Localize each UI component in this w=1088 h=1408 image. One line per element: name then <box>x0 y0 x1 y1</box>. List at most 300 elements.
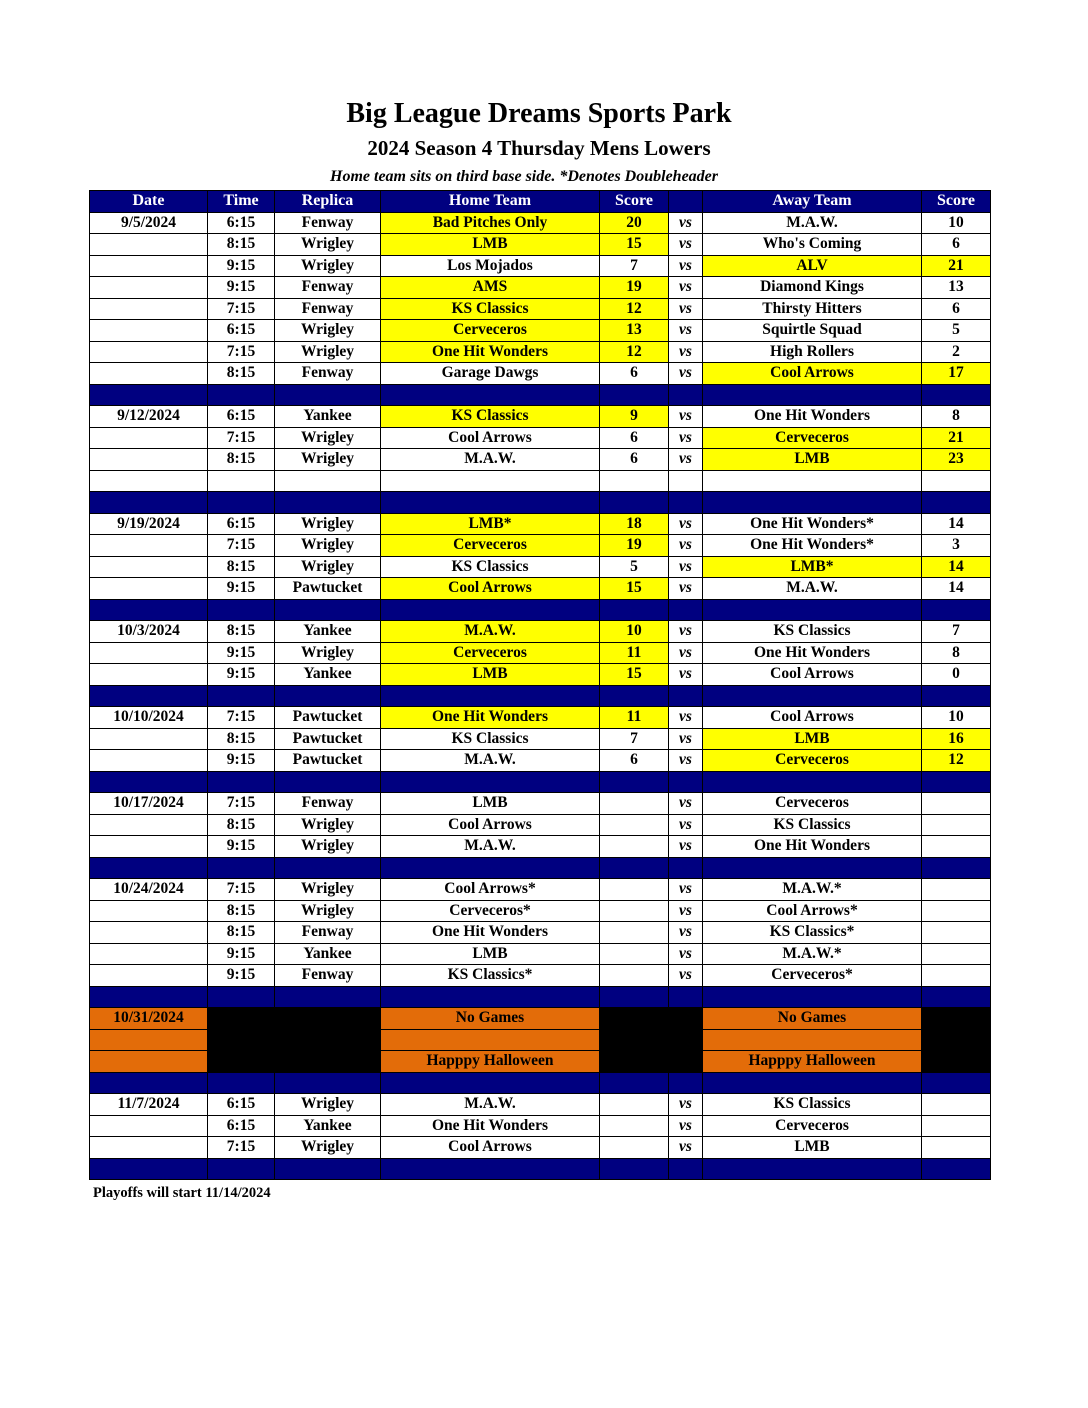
time-cell: 6:15 <box>208 212 275 234</box>
date-cell <box>90 234 208 256</box>
date-cell: 9/5/2024 <box>90 212 208 234</box>
time-cell: 7:15 <box>208 793 275 815</box>
vs-cell: vs <box>669 1094 703 1116</box>
replica-cell: Fenway <box>275 298 381 320</box>
vs-cell: vs <box>669 556 703 578</box>
replica-cell: Pawtucket <box>275 750 381 772</box>
away-score-cell <box>922 836 991 858</box>
separator-cell <box>669 492 703 514</box>
date-cell <box>90 728 208 750</box>
blackout-cell <box>600 1029 669 1051</box>
separator-cell <box>669 1158 703 1180</box>
date-cell: 10/31/2024 <box>90 1008 208 1030</box>
game-row <box>90 556 991 578</box>
separator-cell <box>669 771 703 793</box>
home-score-cell <box>600 943 669 965</box>
separator-cell <box>600 1158 669 1180</box>
date-cell: 9/12/2024 <box>90 406 208 428</box>
away-score-cell: 6 <box>922 234 991 256</box>
home-team-cell: KS Classics <box>381 406 600 428</box>
game-row <box>90 406 991 428</box>
time-cell: 9:15 <box>208 836 275 858</box>
time-cell: 8:15 <box>208 556 275 578</box>
away-team-cell: Who's Coming <box>703 234 922 256</box>
away-score-cell <box>922 965 991 987</box>
separator-cell <box>275 986 381 1008</box>
home-score-cell <box>600 793 669 815</box>
separator-cell <box>208 384 275 406</box>
away-team-cell: One Hit Wonders <box>703 642 922 664</box>
game-row <box>90 707 991 729</box>
time-cell: 9:15 <box>208 642 275 664</box>
away-team-cell: M.A.W.* <box>703 879 922 901</box>
replica-cell: Fenway <box>275 212 381 234</box>
separator-cell <box>600 857 669 879</box>
page-title: Big League Dreams Sports Park <box>346 98 732 129</box>
away-score-cell: 5 <box>922 320 991 342</box>
vs-cell: vs <box>669 363 703 385</box>
home-team-cell: KS Classics <box>381 556 600 578</box>
date-cell <box>90 556 208 578</box>
separator-row <box>90 492 991 514</box>
away-team-cell: Cerveceros <box>703 793 922 815</box>
vs-cell: vs <box>669 427 703 449</box>
away-team-cell: KS Classics <box>703 814 922 836</box>
game-row <box>90 814 991 836</box>
col-header-home-score: Score <box>600 191 669 213</box>
separator-cell <box>275 857 381 879</box>
separator-cell <box>275 1158 381 1180</box>
separator-cell <box>600 771 669 793</box>
blackout-cell <box>600 1051 669 1073</box>
away-team-cell: One Hit Wonders* <box>703 535 922 557</box>
home-score-cell <box>600 900 669 922</box>
date-cell <box>90 943 208 965</box>
away-team-cell: Squirtle Squad <box>703 320 922 342</box>
home-score-cell: 11 <box>600 642 669 664</box>
away-team-cell: Cerveceros <box>703 750 922 772</box>
schedule-table <box>89 190 991 1180</box>
separator-row <box>90 1158 991 1180</box>
game-row <box>90 1115 991 1137</box>
blank-cell <box>381 470 600 492</box>
home-score-cell: 9 <box>600 406 669 428</box>
away-team-cell: Cool Arrows <box>703 707 922 729</box>
away-score-cell <box>922 922 991 944</box>
time-cell: 9:15 <box>208 255 275 277</box>
blackout-cell <box>208 1051 275 1073</box>
replica-cell: Yankee <box>275 406 381 428</box>
away-score-cell: 2 <box>922 341 991 363</box>
away-score-cell <box>922 1094 991 1116</box>
separator-cell <box>669 685 703 707</box>
halloween-away-cell <box>703 1029 922 1051</box>
replica-cell: Wrigley <box>275 513 381 535</box>
game-row <box>90 363 991 385</box>
separator-cell <box>703 771 922 793</box>
game-row <box>90 255 991 277</box>
time-cell: 7:15 <box>208 879 275 901</box>
game-row <box>90 277 991 299</box>
replica-cell: Wrigley <box>275 234 381 256</box>
away-score-cell <box>922 1115 991 1137</box>
away-score-cell <box>922 879 991 901</box>
vs-cell: vs <box>669 836 703 858</box>
date-cell: 10/3/2024 <box>90 621 208 643</box>
separator-cell <box>275 771 381 793</box>
home-team-cell: M.A.W. <box>381 750 600 772</box>
home-score-cell: 12 <box>600 298 669 320</box>
game-row <box>90 965 991 987</box>
away-score-cell: 23 <box>922 449 991 471</box>
vs-cell: vs <box>669 513 703 535</box>
separator-cell <box>703 1158 922 1180</box>
away-team-cell: KS Classics* <box>703 922 922 944</box>
time-cell: 9:15 <box>208 750 275 772</box>
away-score-cell: 8 <box>922 406 991 428</box>
home-score-cell: 11 <box>600 707 669 729</box>
halloween-away-cell: No Games <box>703 1008 922 1030</box>
vs-cell: vs <box>669 621 703 643</box>
away-team-cell: LMB <box>703 728 922 750</box>
separator-cell <box>922 1072 991 1094</box>
away-team-cell: One Hit Wonders <box>703 406 922 428</box>
vs-cell: vs <box>669 449 703 471</box>
time-cell: 6:15 <box>208 406 275 428</box>
separator-cell <box>90 986 208 1008</box>
blackout-cell <box>275 1008 381 1030</box>
separator-row <box>90 771 991 793</box>
blank-cell <box>703 470 922 492</box>
replica-cell: Yankee <box>275 943 381 965</box>
separator-cell <box>922 771 991 793</box>
date-cell <box>90 363 208 385</box>
home-team-cell: KS Classics* <box>381 965 600 987</box>
separator-cell <box>381 857 600 879</box>
replica-cell: Pawtucket <box>275 707 381 729</box>
game-row <box>90 1137 991 1159</box>
replica-cell: Wrigley <box>275 320 381 342</box>
halloween-row <box>90 1029 991 1051</box>
home-team-cell: Cool Arrows* <box>381 879 600 901</box>
replica-cell: Wrigley <box>275 341 381 363</box>
col-header-away-team: Away Team <box>703 191 922 213</box>
time-cell: 8:15 <box>208 621 275 643</box>
time-cell: 7:15 <box>208 1137 275 1159</box>
blank-cell <box>275 470 381 492</box>
away-score-cell: 21 <box>922 255 991 277</box>
time-cell: 7:15 <box>208 535 275 557</box>
separator-cell <box>703 492 922 514</box>
time-cell: 6:15 <box>208 513 275 535</box>
game-row <box>90 879 991 901</box>
separator-cell <box>208 771 275 793</box>
replica-cell: Wrigley <box>275 879 381 901</box>
separator-row <box>90 599 991 621</box>
separator-cell <box>90 599 208 621</box>
home-team-cell: LMB <box>381 664 600 686</box>
home-score-cell: 19 <box>600 535 669 557</box>
separator-cell <box>669 1072 703 1094</box>
game-row <box>90 449 991 471</box>
home-team-cell: One Hit Wonders <box>381 1115 600 1137</box>
vs-cell: vs <box>669 1115 703 1137</box>
game-row <box>90 234 991 256</box>
time-cell: 8:15 <box>208 234 275 256</box>
away-score-cell <box>922 943 991 965</box>
halloween-row <box>90 1051 991 1073</box>
vs-cell: vs <box>669 212 703 234</box>
separator-cell <box>669 384 703 406</box>
away-score-cell: 17 <box>922 363 991 385</box>
separator-cell <box>600 685 669 707</box>
home-team-cell: One Hit Wonders <box>381 707 600 729</box>
separator-cell <box>922 599 991 621</box>
home-score-cell: 6 <box>600 363 669 385</box>
away-team-cell: Cool Arrows <box>703 363 922 385</box>
time-cell: 6:15 <box>208 320 275 342</box>
date-cell <box>90 814 208 836</box>
blank-cell <box>669 470 703 492</box>
vs-cell: vs <box>669 535 703 557</box>
replica-cell: Fenway <box>275 363 381 385</box>
blackout-cell <box>275 1051 381 1073</box>
away-team-cell: M.A.W. <box>703 578 922 600</box>
vs-cell: vs <box>669 728 703 750</box>
away-team-cell: Cool Arrows* <box>703 900 922 922</box>
separator-cell <box>600 492 669 514</box>
separator-cell <box>275 1072 381 1094</box>
replica-cell: Fenway <box>275 277 381 299</box>
vs-cell: vs <box>669 320 703 342</box>
home-score-cell: 15 <box>600 234 669 256</box>
separator-cell <box>669 599 703 621</box>
home-score-cell: 7 <box>600 728 669 750</box>
separator-cell <box>922 384 991 406</box>
halloween-home-cell <box>381 1029 600 1051</box>
vs-cell: vs <box>669 406 703 428</box>
game-row <box>90 1094 991 1116</box>
separator-cell <box>90 384 208 406</box>
home-team-cell: M.A.W. <box>381 1094 600 1116</box>
replica-cell: Wrigley <box>275 255 381 277</box>
date-cell: 11/7/2024 <box>90 1094 208 1116</box>
time-cell: 7:15 <box>208 298 275 320</box>
home-score-cell: 7 <box>600 255 669 277</box>
date-cell <box>90 277 208 299</box>
home-score-cell <box>600 1115 669 1137</box>
separator-cell <box>90 771 208 793</box>
date-cell <box>90 1029 208 1051</box>
separator-cell <box>275 599 381 621</box>
away-score-cell: 12 <box>922 750 991 772</box>
separator-row <box>90 384 991 406</box>
blackout-cell <box>208 1008 275 1030</box>
separator-cell <box>90 857 208 879</box>
away-team-cell: LMB <box>703 1137 922 1159</box>
date-cell <box>90 922 208 944</box>
separator-cell <box>208 1072 275 1094</box>
home-team-cell: Cerveceros <box>381 642 600 664</box>
away-team-cell: LMB <box>703 449 922 471</box>
away-score-cell: 16 <box>922 728 991 750</box>
away-score-cell <box>922 814 991 836</box>
separator-cell <box>381 685 600 707</box>
date-cell <box>90 900 208 922</box>
separator-cell <box>90 492 208 514</box>
vs-cell: vs <box>669 707 703 729</box>
home-team-cell: AMS <box>381 277 600 299</box>
date-cell <box>90 836 208 858</box>
home-team-cell: M.A.W. <box>381 621 600 643</box>
blackout-cell <box>275 1029 381 1051</box>
replica-cell: Wrigley <box>275 814 381 836</box>
separator-cell <box>381 771 600 793</box>
home-team-cell: KS Classics <box>381 298 600 320</box>
separator-cell <box>381 599 600 621</box>
col-header-replica: Replica <box>275 191 381 213</box>
blackout-cell <box>669 1008 703 1030</box>
blackout-cell <box>922 1008 991 1030</box>
schedule-note: Home team sits on third base side. *Denotes Doubleheader <box>330 168 718 185</box>
vs-cell: vs <box>669 234 703 256</box>
time-cell: 9:15 <box>208 578 275 600</box>
game-row <box>90 320 991 342</box>
separator-cell <box>703 857 922 879</box>
separator-cell <box>669 986 703 1008</box>
playoffs-note: Playoffs will start 11/14/2024 <box>93 1185 271 1201</box>
replica-cell: Wrigley <box>275 836 381 858</box>
time-cell: 8:15 <box>208 449 275 471</box>
home-score-cell <box>600 814 669 836</box>
separator-cell <box>922 685 991 707</box>
home-team-cell: Cool Arrows <box>381 814 600 836</box>
game-row <box>90 664 991 686</box>
separator-cell <box>275 384 381 406</box>
separator-cell <box>208 1158 275 1180</box>
col-header-time: Time <box>208 191 275 213</box>
separator-cell <box>208 492 275 514</box>
game-row <box>90 578 991 600</box>
away-score-cell: 21 <box>922 427 991 449</box>
home-team-cell: One Hit Wonders <box>381 922 600 944</box>
replica-cell: Yankee <box>275 621 381 643</box>
home-score-cell <box>600 879 669 901</box>
home-score-cell: 13 <box>600 320 669 342</box>
separator-row <box>90 1072 991 1094</box>
home-team-cell: KS Classics <box>381 728 600 750</box>
game-row <box>90 922 991 944</box>
vs-cell: vs <box>669 922 703 944</box>
separator-cell <box>922 986 991 1008</box>
away-team-cell: One Hit Wonders <box>703 836 922 858</box>
time-cell: 6:15 <box>208 1115 275 1137</box>
home-team-cell: Cerveceros <box>381 320 600 342</box>
col-header-away-score: Score <box>922 191 991 213</box>
separator-cell <box>275 685 381 707</box>
away-team-cell: Thirsty Hitters <box>703 298 922 320</box>
away-team-cell: KS Classics <box>703 621 922 643</box>
time-cell: 7:15 <box>208 341 275 363</box>
time-cell: 8:15 <box>208 900 275 922</box>
home-score-cell <box>600 836 669 858</box>
date-cell <box>90 341 208 363</box>
replica-cell: Yankee <box>275 1115 381 1137</box>
away-score-cell: 14 <box>922 556 991 578</box>
date-cell: 9/19/2024 <box>90 513 208 535</box>
home-team-cell: Cool Arrows <box>381 578 600 600</box>
time-cell: 9:15 <box>208 664 275 686</box>
blank-cell <box>600 470 669 492</box>
away-score-cell: 10 <box>922 212 991 234</box>
home-team-cell: M.A.W. <box>381 449 600 471</box>
away-team-cell: LMB* <box>703 556 922 578</box>
vs-cell: vs <box>669 664 703 686</box>
table-header-row <box>90 191 991 213</box>
blackout-cell <box>208 1029 275 1051</box>
blank-cell <box>90 470 208 492</box>
game-row <box>90 943 991 965</box>
date-cell <box>90 255 208 277</box>
separator-cell <box>703 1072 922 1094</box>
game-row <box>90 621 991 643</box>
time-cell: 8:15 <box>208 814 275 836</box>
date-cell <box>90 320 208 342</box>
away-team-cell: Cool Arrows <box>703 664 922 686</box>
separator-cell <box>922 492 991 514</box>
date-cell: 10/10/2024 <box>90 707 208 729</box>
home-team-cell: LMB* <box>381 513 600 535</box>
separator-cell <box>90 1158 208 1180</box>
date-cell <box>90 578 208 600</box>
vs-cell: vs <box>669 642 703 664</box>
halloween-home-cell: Happpy Halloween <box>381 1051 600 1073</box>
blank-cell <box>208 470 275 492</box>
date-cell <box>90 642 208 664</box>
date-cell <box>90 427 208 449</box>
separator-cell <box>703 599 922 621</box>
vs-cell: vs <box>669 793 703 815</box>
home-team-cell: Cool Arrows <box>381 1137 600 1159</box>
separator-cell <box>208 599 275 621</box>
away-score-cell: 0 <box>922 664 991 686</box>
separator-cell <box>922 1158 991 1180</box>
date-cell <box>90 664 208 686</box>
vs-cell: vs <box>669 277 703 299</box>
game-row <box>90 427 991 449</box>
vs-cell: vs <box>669 298 703 320</box>
away-team-cell: Cerveceros <box>703 427 922 449</box>
date-cell <box>90 965 208 987</box>
home-team-cell: LMB <box>381 793 600 815</box>
date-cell: 10/17/2024 <box>90 793 208 815</box>
game-row <box>90 642 991 664</box>
col-header-home-team: Home Team <box>381 191 600 213</box>
home-score-cell <box>600 922 669 944</box>
game-row <box>90 750 991 772</box>
replica-cell: Wrigley <box>275 1137 381 1159</box>
home-score-cell: 6 <box>600 449 669 471</box>
game-row <box>90 728 991 750</box>
date-cell <box>90 750 208 772</box>
vs-cell: vs <box>669 965 703 987</box>
separator-cell <box>600 599 669 621</box>
away-team-cell: Diamond Kings <box>703 277 922 299</box>
game-row <box>90 793 991 815</box>
home-team-cell: Cerveceros <box>381 535 600 557</box>
away-team-cell: One Hit Wonders* <box>703 513 922 535</box>
halloween-home-cell: No Games <box>381 1008 600 1030</box>
